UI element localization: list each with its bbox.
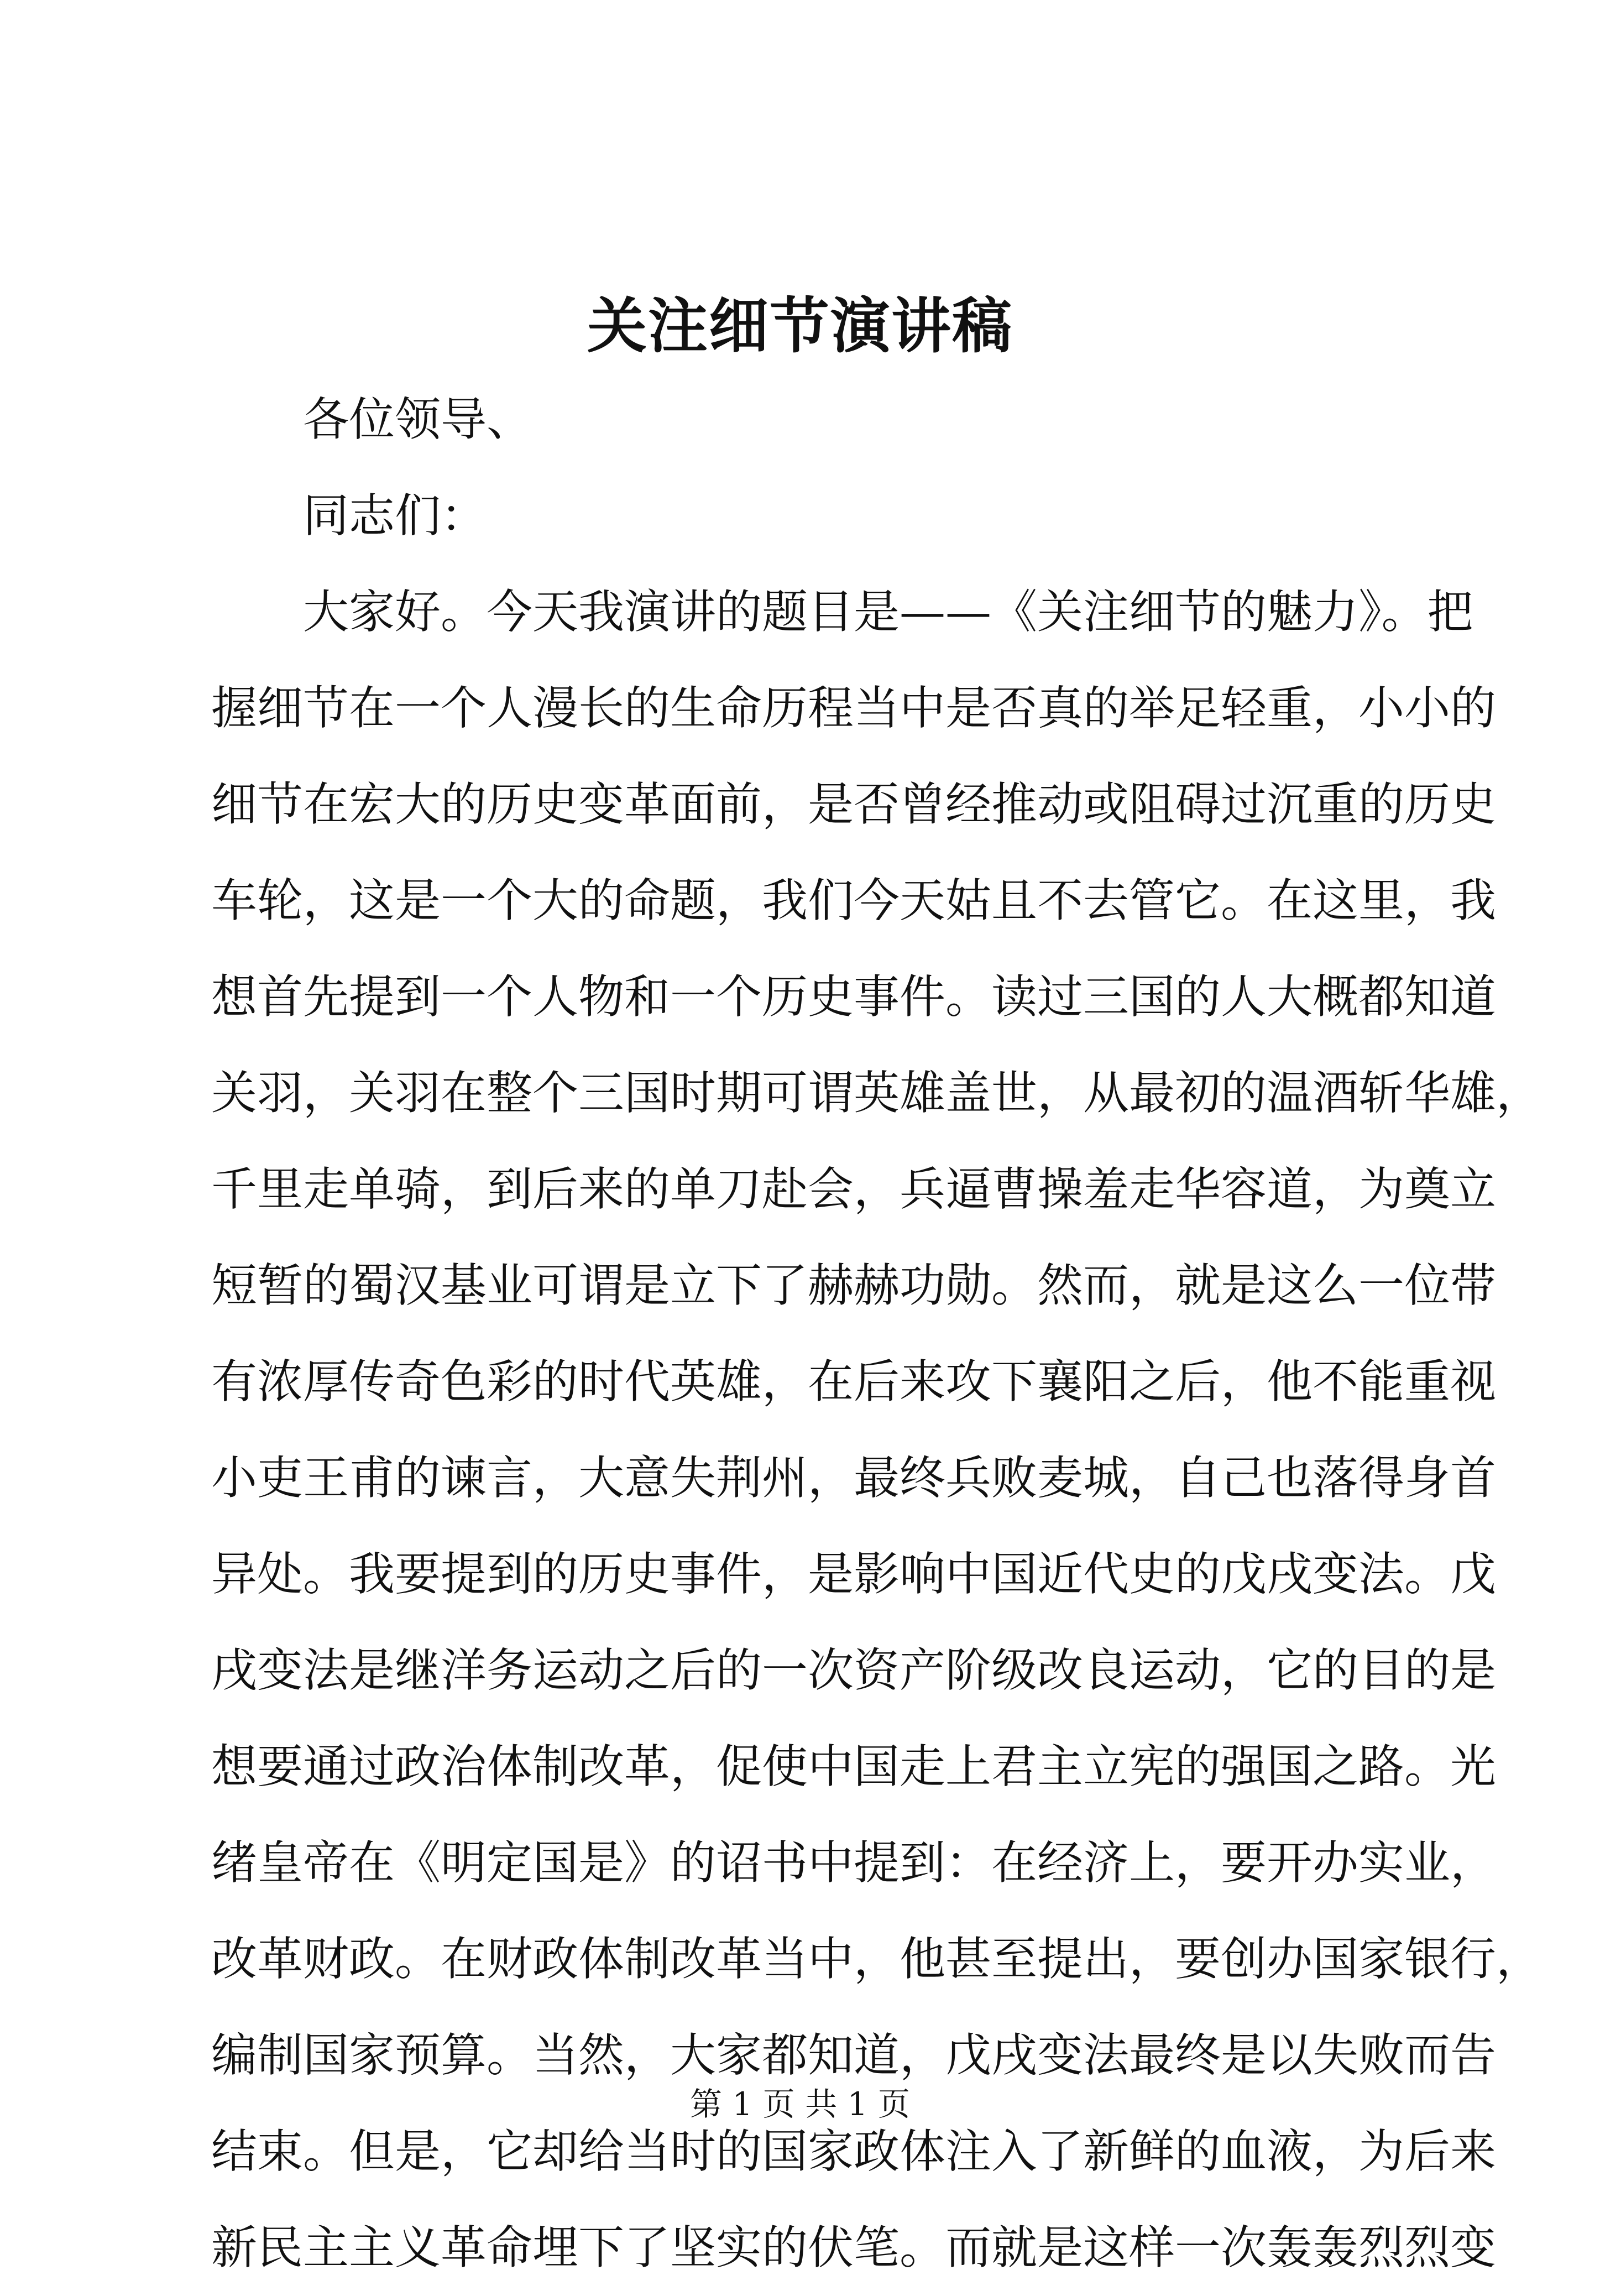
page-footer [0,2082,1600,2126]
paragraph-line: 想首先提到一个人物和一个历史事件。读过三国的人大概都知道 [211,970,1496,1024]
paragraph-line: 绪皇帝在《明定国是》的诏书中提到：在经济上，要开办实业， [211,1836,1496,1890]
document-title: 关注细节演讲稿 [587,291,1013,361]
paragraph-line: 细节在宏大的历史变革面前，是否曾经推动或阻碍过沉重的历史 [211,777,1496,831]
paragraph-line: 结束。但是，它却给当时的国家政体注入了新鲜的血液，为后来 [211,2125,1496,2178]
paragraph-line: 戌变法是继洋务运动之后的一次资产阶级改良运动，它的目的是 [211,1643,1496,1697]
paragraph-line: 改革财政。在财政体制改革当中，他甚至提出，要创办国家银行， [211,1932,1542,1986]
paragraph-line: 车轮，这是一个大的命题，我们今天姑且不去管它。在这里，我 [211,874,1496,927]
paragraph-line: 编制国家预算。当然，大家都知道，戊戌变法最终是以失败而告 [211,2028,1496,2082]
paragraph-line: 异处。我要提到的历史事件，是影响中国近代史的戊戌变法。戊 [211,1547,1496,1601]
paragraph-line: 想要通过政治体制改革，促使中国走上君主立宪的强国之路。光 [211,1740,1496,1793]
paragraph-line: 大家好。今天我演讲的题目是——《关注细节的魅力》。把 [303,585,1473,639]
page-number-label: 第 1 页 共 1 页 [690,2085,910,2123]
paragraph-line: 关羽，关羽在整个三国时期可谓英雄盖世，从最初的温酒斩华雄， [211,1066,1542,1120]
paragraph-line: 短暂的蜀汉基业可谓是立下了赫赫功勋。然而，就是这么一位带 [211,1259,1496,1312]
greeting-line: 各位领导、 [303,393,532,446]
paragraph-line: 新民主主义革命埋下了坚实的伏笔。而就是这样一次轰轰烈烈变 [211,2221,1496,2274]
paragraph-line: 小吏王甫的谏言，大意失荆州，最终兵败麦城，自己也落得身首 [211,1451,1496,1505]
paragraph-line: 有浓厚传奇色彩的时代英雄，在后来攻下襄阳之后，他不能重视 [211,1355,1496,1408]
document-body [211,372,1542,2296]
greeting-line: 同志们： [303,489,487,542]
paragraph-line: 握细节在一个人漫长的生命历程当中是否真的举足轻重，小小的 [211,681,1496,735]
paragraph-line: 千里走单骑，到后来的单刀赴会，兵逼曹操羞走华容道，为奠立 [211,1162,1496,1216]
